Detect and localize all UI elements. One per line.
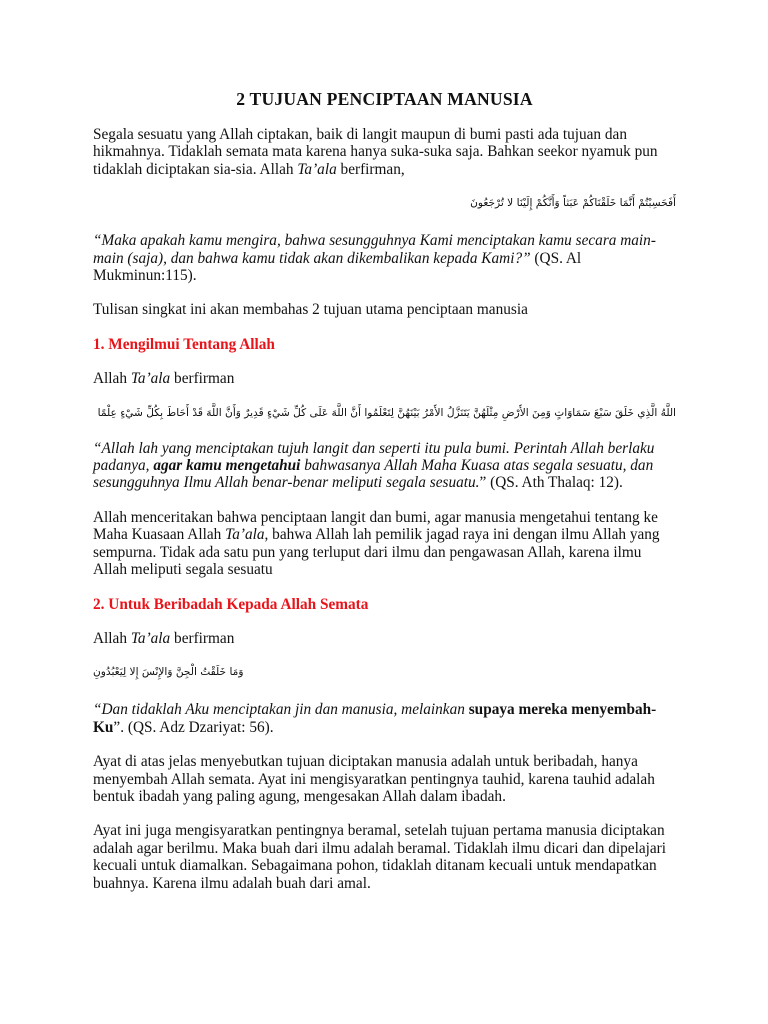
section2-paragraph1: Ayat di atas jelas menyebutkan tujuan diciptakan manusia adalah untuk beribadah, hanya menyembah Allah semata. Ayat ini mengisyaratkan pentingnya tauhid, karena tauhid adalah bentuk ibadah yang paling agung, mengesakan Allah dalam ibadah. [93, 753, 655, 805]
intro-paragraph [93, 126, 676, 178]
section1-heading: 1. Mengilmui Tentang Allah [93, 335, 275, 353]
intro-berfirman: berfirman, [336, 160, 405, 178]
intro-ta-ala: Ta’ala [297, 160, 337, 178]
section2-heading: 2. Untuk Beribadah Kepada Allah Semata [93, 595, 369, 613]
section2-paragraph2: Ayat ini juga mengisyaratkan pentingnya beramal, setelah tujuan pertama manusia diciptakan adalah agar berilmu. Maka buah dari ilmu adalah beramal. Tidaklah ilmu dicari dan dipelajari kecuali untuk diamalkan. Sebagaimana pohon, tidaklah ditanam kecuali untuk mendapatkan buahnya. Karena ilmu adalah buah dari amal. [93, 822, 667, 892]
ayat1-translation: “Maka apakah kamu mengira, bahwa sesungguhnya Kami menciptakan kamu secara main-main (saja), dan bahwa kamu tidak akan dikembalikan kepada Kami?” [93, 232, 656, 267]
section1-translation-paragraph [93, 440, 676, 492]
section2-reference: ”. (QS. Adz Dzariyat: 56). [113, 718, 274, 736]
intro-text: Segala sesuatu yang Allah ciptakan, baik di langit maupun di bumi pasti ada tujuan dan hikmahnya. Tidaklah semata mata karena hanya suka-suka saja. Bahkan seekor nyamuk pun tidaklah diciptakan sia-sia. Allah [93, 126, 658, 178]
section2-translation-paragraph [93, 701, 676, 736]
section1-intro-allah: Allah [93, 370, 131, 388]
ayat1-reference: (QS. Al Mukminun:115). [93, 249, 582, 285]
section2-translation-bold: supaya mereka menyembah-Ku [93, 701, 657, 736]
section1-translation-bold: agar kamu mengetahui [153, 457, 301, 475]
section2-intro [93, 630, 676, 647]
page-title: 2 TUJUAN PENCIPTAAN MANUSIA [236, 89, 533, 109]
section2-intro-ta-ala: Ta’ala [130, 629, 171, 647]
section1-explanation-part2: , bahwa Allah lah pemilik jagad raya ini dengan ilmu Allah yang sempurna. Tidak ada satu pun yang terluput dari ilmu dan pengawasan Allah, karena ilmu Allah meliputi segala sesuatu [93, 526, 660, 579]
section2-intro-berfirman: berfirman [170, 629, 235, 647]
section1-explanation [93, 509, 676, 579]
ayat1-translation-paragraph [93, 232, 676, 284]
section1-translation-part1: “Allah lah yang menciptakan tujuh langit dan seperti itu pula bumi. Perintah Allah berlaku padanya, [93, 439, 655, 475]
section1-arabic: اللَّهُ الَّذِي خَلَقَ سَبْعَ سَمَاوَاتٍ وَمِنَ الأَرْضِ مِثْلَهُنَّ يَتَنَزَّلُ الأَمْرُ بَيْنَهُنَّ لِتَعْلَمُوا أَنَّ اللَّهَ عَلَى كُلِّ شَيْءٍ قَدِيرٌ وَأَنَّ اللَّهَ قَدْ أَحَاطَ بِكُلِّ شَيْءٍ عِلْمًا [97, 406, 676, 419]
section1-translation-part2: bahwasanya Allah Maha Kuasa atas segala sesuatu, dan sesungguhnya Ilmu Allah benar-benar meliputi segala sesuatu. [93, 457, 654, 492]
section1-reference: ” (QS. Ath Thalaq: 12). [479, 474, 623, 492]
section1-explanation-ta-ala: Ta’ala [225, 526, 265, 544]
section1-intro [93, 370, 676, 387]
section2-arabic: وَمَا خَلَقْتُ الْجِنَّ وَالإِنْسَ إِلا لِيَعْبُدُونِ [93, 666, 244, 679]
section1-explanation-part1: Allah menceritakan bahwa penciptaan langit dan bumi, agar manusia mengetahui tentang ke Maha Kuasaan Allah [93, 508, 658, 544]
section2-translation-part1: “Dan tidaklah Aku menciptakan jin dan manusia, melainkan [93, 701, 469, 719]
summary-paragraph: Tulisan singkat ini akan membahas 2 tujuan utama penciptaan manusia [93, 301, 528, 319]
section1-intro-ta-ala: Ta’ala [130, 370, 171, 388]
section1-intro-berfirman: berfirman [170, 370, 235, 388]
ayat1-arabic: أَفَحَسِبْتُمْ أَنَّمَا خَلَقْنَاكُمْ عَبَثاً وَأَنَّكُمْ إِلَيْنَا لا تُرْجَعُونَ [470, 197, 676, 210]
section2-intro-allah: Allah [93, 629, 131, 647]
